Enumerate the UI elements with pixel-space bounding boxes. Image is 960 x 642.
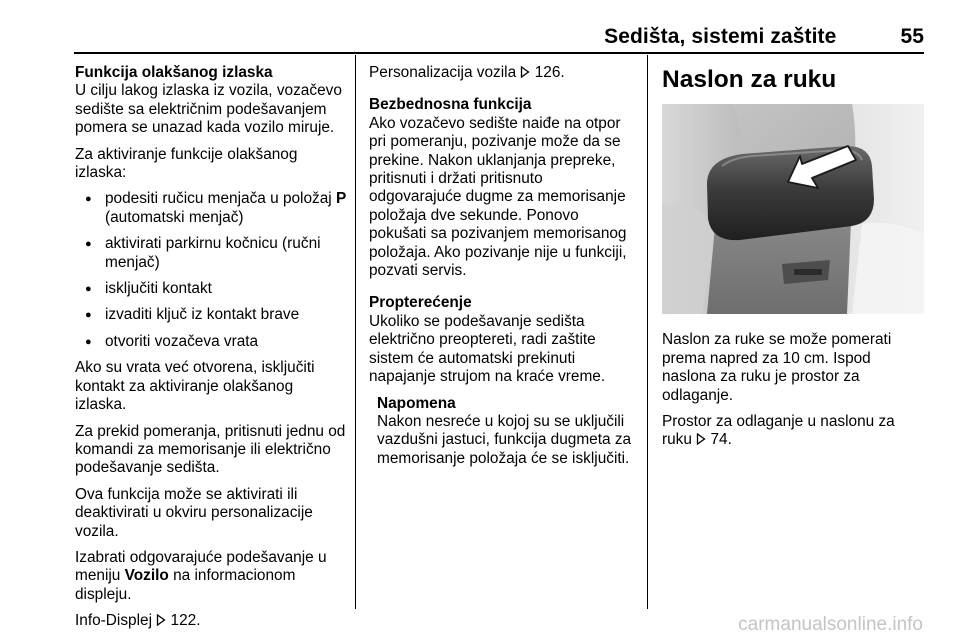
paragraph xyxy=(75,549,347,604)
menu-name: Vozilo xyxy=(124,567,169,585)
note-text: Nakon nesreće u kojoj su se uključili vazdušni jastuci, funkcija dugmeta za memorisanje položaja će se isključiti. xyxy=(377,412,632,467)
note-box xyxy=(369,395,639,469)
paragraph: Ova funkcija može se aktivirati ili deaktivirati u okviru personalizacije vozila. xyxy=(75,485,313,540)
paragraph-text: na informacionom displeju. xyxy=(75,567,296,603)
reference-page: 122. xyxy=(170,612,201,630)
paragraph: U cilju lakog izlaska iz vozila, vozačevo sedište sa električnim podešavanjem pomera se unazad kada vozilo miruje. xyxy=(75,82,342,137)
paragraph: Ako su vrata već otvorena, isključiti kontakt za aktiviranje olakšanog izlaska. xyxy=(75,359,315,414)
paragraph: Ako vozačevo sedište naiđe na otpor pri pomeranju, pozivanje može da se prekine. Nakon uklanjanja prepreke, pritisnuti i držati pritisnuto odgovarajuće dugme za memorisanje položaja dve sekunde. Ponovo pokušati sa pozivanjem memorisanog položaja. Ako pozivanje nije u funkciji, pozvati servis. xyxy=(369,114,627,280)
section-heading-safety: Bezbednosna funkcija xyxy=(369,96,532,114)
list-item-text: podesiti ručicu menjača u položaj xyxy=(105,190,336,208)
column-divider-2 xyxy=(647,55,648,609)
header-title: Sedišta, sistemi zaštite xyxy=(604,25,837,48)
reference-text: Personalizacija vozila xyxy=(369,64,521,81)
column-2 xyxy=(369,64,639,468)
page-reference[interactable] xyxy=(75,612,347,630)
reference-text: Info-Displej xyxy=(75,612,157,630)
armrest-illustration xyxy=(662,104,924,314)
reference-text: Prostor za odlaganje u naslonu za ruku xyxy=(662,413,895,449)
paragraph: Za prekid pomeranja, pritisnuti jednu od komandi za memorisanje ili električno podešavanje sedišta. xyxy=(75,422,346,477)
list-item-text: (automatski menjač) xyxy=(105,208,244,226)
header-rule xyxy=(74,52,924,54)
list-item: ● otvoriti vozačeva vrata xyxy=(75,333,347,351)
list-item xyxy=(75,190,347,227)
reference-page: 126. xyxy=(534,64,565,81)
reference-page: 74. xyxy=(710,431,732,449)
paragraph-text: Izabrati odgovarajuće podešavanje u meniju xyxy=(75,548,327,585)
section-heading-overload: Propterećenje xyxy=(369,294,472,312)
list-item: ● isključiti kontakt xyxy=(75,280,347,298)
section-heading-armrest: Naslon za ruku xyxy=(662,66,837,93)
triangle-right-icon xyxy=(156,614,166,626)
note-title: Napomena xyxy=(377,394,456,412)
paragraph: Ukoliko se podešavanje sedišta električno preoptereti, radi zaštite sistem će automatski prekinuti napajanje strujom na kraće vreme. xyxy=(369,312,606,386)
section-heading-easy-exit: Funkcija olakšanog izlaska xyxy=(75,64,273,81)
list-item: ● izvaditi ključ iz kontakt brave xyxy=(75,306,347,324)
paragraph: Naslon za ruke se može pomerati prema napred za 10 cm. Ispod naslona za ruku je prostor za odlaganje. xyxy=(662,331,892,404)
page-reference[interactable] xyxy=(662,413,926,450)
paragraph: Za aktiviranje funkcije olakšanog izlaska: xyxy=(75,145,298,182)
list-item: ● aktivirati parkirnu kočnicu (ručni menjač) xyxy=(75,235,347,272)
bullet-list xyxy=(75,190,347,351)
page-number: 55 xyxy=(900,25,924,48)
column-divider-1 xyxy=(355,55,356,609)
triangle-right-icon xyxy=(696,433,706,445)
gear-position-label: P xyxy=(336,190,347,208)
column-3 xyxy=(662,64,926,458)
page-header xyxy=(604,25,924,49)
triangle-right-icon xyxy=(520,66,530,78)
watermark: carmanualsonline.info xyxy=(738,614,923,635)
column-1 xyxy=(75,64,347,639)
page-reference[interactable] xyxy=(369,64,639,82)
